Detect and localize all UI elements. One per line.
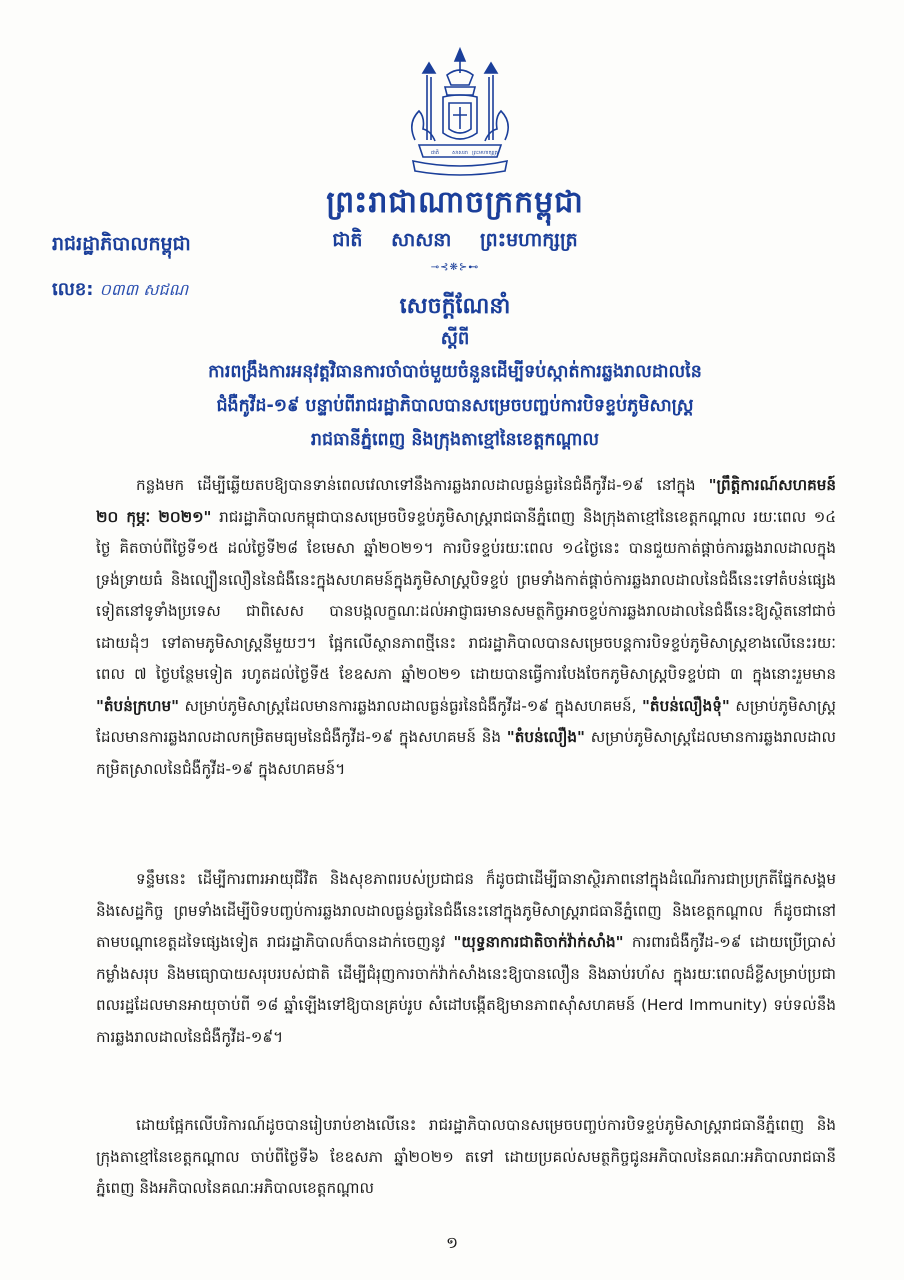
emblem-label-religion: សាសនា xyxy=(452,150,468,156)
paragraph-text: ទន្ទឹមនេះ ដើម្បីការពារអាយុជីវិត និងសុខភាពរបស់ប្រជាជន ក៏ដូចជាដើម្បីធានាស្ថិរភាពនៅក្នុងដំណើរការជាប្រក្រតីផ្នែកសង្គម និងសេដ្ឋកិច្ច ព្រមទាំងដើម្បីបិទបញ្ចប់ការឆ្លងរាលដាលធ្ងន់ធ្ងរនៃជំងឺនេះនៅក្នុងភូមិសាស្ត្ររាជធានីភ្នំពេញ និងខេត្តកណ្ដាល ក៏ដូចជានៅតាមបណ្ដាខេត្តដទៃផ្សេងទៀត រាជរដ្ឋាភិបាលក៏បានដាក់ចេញនូវ xyxy=(96,870,836,951)
subject-line: រាជធានីភ្នំពេញ និងក្រុងតាខ្មៅនៃខេត្តកណ្ដាល xyxy=(310,430,600,450)
ornament-divider: ⊸⊰❋⊱⊷ xyxy=(430,262,480,273)
dark-yellow-zone-label: "តំបន់លឿងទុំ" xyxy=(642,696,730,715)
body-paragraph-3: ដោយផ្អែកលើបរិការណ៍ដូចបានរៀបរាប់ខាងលើនេះ រាជរដ្ឋាភិបាលបានសម្រេចបញ្ចប់ការបិទខ្ទប់ភូមិសាស្ត្ររាជធានីភ្នំពេញ និងក្រុងតាខ្មៅនៃខេត្តកណ្ដាល ចាប់ពីថ្ងៃទី៦ ខែឧសភា ឆ្នាំ២០២១ តទៅ ដោយប្រគល់សមត្ថកិច្ចជូនអភិបាលនៃគណៈអភិបាលរាជធានីភ្នំពេញ និងអភិបាលនៃគណៈអភិបាលខេត្តកណ្ដាល xyxy=(96,1116,836,1197)
paragraph-text: សម្រាប់ភូមិសាស្ត្រដែលមានការឆ្លងរាលដាលធ្ងន់ធ្ងរនៃជំងឺកូវីដ-១៩ ក្នុងសហគមន៍, xyxy=(179,696,643,715)
national-motto: ជាតិ សាសនា ព្រះមហាក្សត្រ xyxy=(332,229,578,251)
reference-line xyxy=(52,277,312,304)
body-paragraph-2 xyxy=(96,864,836,1053)
red-zone-label: "តំបន់ក្រហម" xyxy=(96,696,180,715)
kingdom-heading: ព្រះរាជាណាចក្រកម្ពុជា xyxy=(326,185,584,220)
document-title: សេចក្ដីណែនាំ xyxy=(399,294,511,319)
subject-line: ជំងឺកូវីដ-១៩ បន្ទាប់ពីរាជរដ្ឋាភិបាលបានសម្រេចបញ្ចប់ការបិទខ្ទប់ភូមិសាស្ត្រ xyxy=(216,396,694,416)
royal-coat-of-arms-icon xyxy=(405,45,515,180)
paragraph-text: សម្រាប់ភូមិសាស្ត្រដែលមានការឆ្លងរាលដាលកម្រិតស្រាលនៃជំងឺកូវីដ-១៩ ក្នុងសហគមន៍។ xyxy=(96,728,836,778)
paragraph-text: ការពារជំងឺកូវីដ-១៩ ដោយប្រើប្រាស់កម្លាំងសរុប និងមធ្យោបាយសរុបរបស់ជាតិ ដើម្បីជំរុញការចាក់វ៉ាក់សាំងនេះឱ្យបានលឿន និងឆាប់រហ័ស ក្នុងរយៈពេលដ៏ខ្លីសម្រាប់ប្រជាពលរដ្ឋដែលមានអាយុចាប់ពី ១៨ ឆ្នាំឡើងទៅឱ្យបានគ្រប់រូប សំដៅបង្កើតឱ្យមានភាពស៊ាំសហគមន៍ (Herd Immunity) ទប់ទល់នឹងការឆ្លងរាលដាលនៃជំងឺកូវីដ-១៩។ xyxy=(96,933,837,1046)
issuer-name: រាជរដ្ឋាភិបាលកម្ពុជា xyxy=(52,233,191,255)
document-about: ស្ដីពី xyxy=(440,328,470,349)
event-name: "ព្រឹត្តិការណ៍សហគមន៍ ២០ កុម្ភៈ ២០២១" xyxy=(96,476,836,526)
body-paragraph-1 xyxy=(96,470,836,785)
document-subject xyxy=(70,355,840,457)
paragraph-text: កន្លងមក ដើម្បីឆ្លើយតបឱ្យបានទាន់ពេលវេលាទៅនឹងការឆ្លងរាលដាលធ្ងន់ធ្ងរនៃជំងឺកូវីដ-១៩ នៅក្នុង xyxy=(136,476,709,494)
page-number: ១ xyxy=(445,1233,459,1252)
reference-number: ០៣៣ សជណ xyxy=(99,280,189,299)
subject-line: ការពង្រឹងការអនុវត្តវិធានការចាំបាច់មួយចំនួនដើម្បីទប់ស្កាត់ការឆ្លងរាលដាលនៃ xyxy=(208,362,702,382)
yellow-zone-label: "តំបន់លឿង" xyxy=(506,728,585,746)
reference-label: លេខ: xyxy=(52,279,94,300)
emblem-label-king: ព្រះមហាក្សត្រ xyxy=(472,150,498,156)
paragraph-text: រាជរដ្ឋាភិបាលកម្ពុជាបានសម្រេចបិទខ្ទប់ភូមិសាស្ត្ររាជធានីភ្នំពេញ និងក្រុងតាខ្មៅនៃខេត្តកណ្ដាល រយៈពេល ១៤ ថ្ងៃ គិតចាប់ពីថ្ងៃទី១៥ ដល់ថ្ងៃទី២៨ ខែមេសា ឆ្នាំ២០២១។ ការបិទខ្ទប់រយៈពេល ១៤ថ្ងៃនេះ បានជួយកាត់ផ្ដាច់ការឆ្លងរាលដាលក្នុងទ្រង់ទ្រាយធំ និងល្បឿនលឿននៃជំងឺនេះក្នុងសហគមន៍ក្នុងភូមិសាស្ត្របិទខ្ទប់ ព្រមទាំងកាត់ផ្ដាច់ការឆ្លងរាលដាលនៃជំងឺនេះទៅតំបន់ផ្សេងទៀតនៅទូទាំងប្រទេស ជាពិសេស បានបង្កលក្ខណៈដល់អាជ្ញាធរមានសមត្ថកិច្ចអាចខ្ទប់ការឆ្លងរាលដាលនៃជំងឺនេះឱ្យស្ថិតនៅជាច់ដោយដុំៗ ទៅតាមភូមិសាស្ត្រនីមួយៗ។ ផ្អែកលើស្ថានភាពថ្មីនេះ រាជរដ្ឋាភិបាលបានសម្រេចបន្តការបិទខ្ទប់ភូមិសាស្ត្រខាងលើនេះរយៈពេល ៧ ថ្ងៃបន្ថែមទៀត រហូតដល់ថ្ងៃទី៥ ខែឧសភា ឆ្នាំ២០២១ ដោយបានធ្វើការបែងចែកភូមិសាស្ត្របិទខ្ទប់ជា ៣ ក្នុងនោះរួមមាន xyxy=(96,507,837,683)
emblem-label-nation: ជាតិ xyxy=(431,150,439,156)
paragraph-text: សម្រាប់ភូមិសាស្ត្រដែលមានការឆ្លងរាលដាលកម្រិតមធ្យមនៃជំងឺកូវីដ-១៩ ក្នុងសហគមន៍ និង xyxy=(96,696,836,746)
vaccination-campaign-name: "យុទ្ធនាការជាតិចាក់វ៉ាក់សាំង" xyxy=(453,933,624,951)
